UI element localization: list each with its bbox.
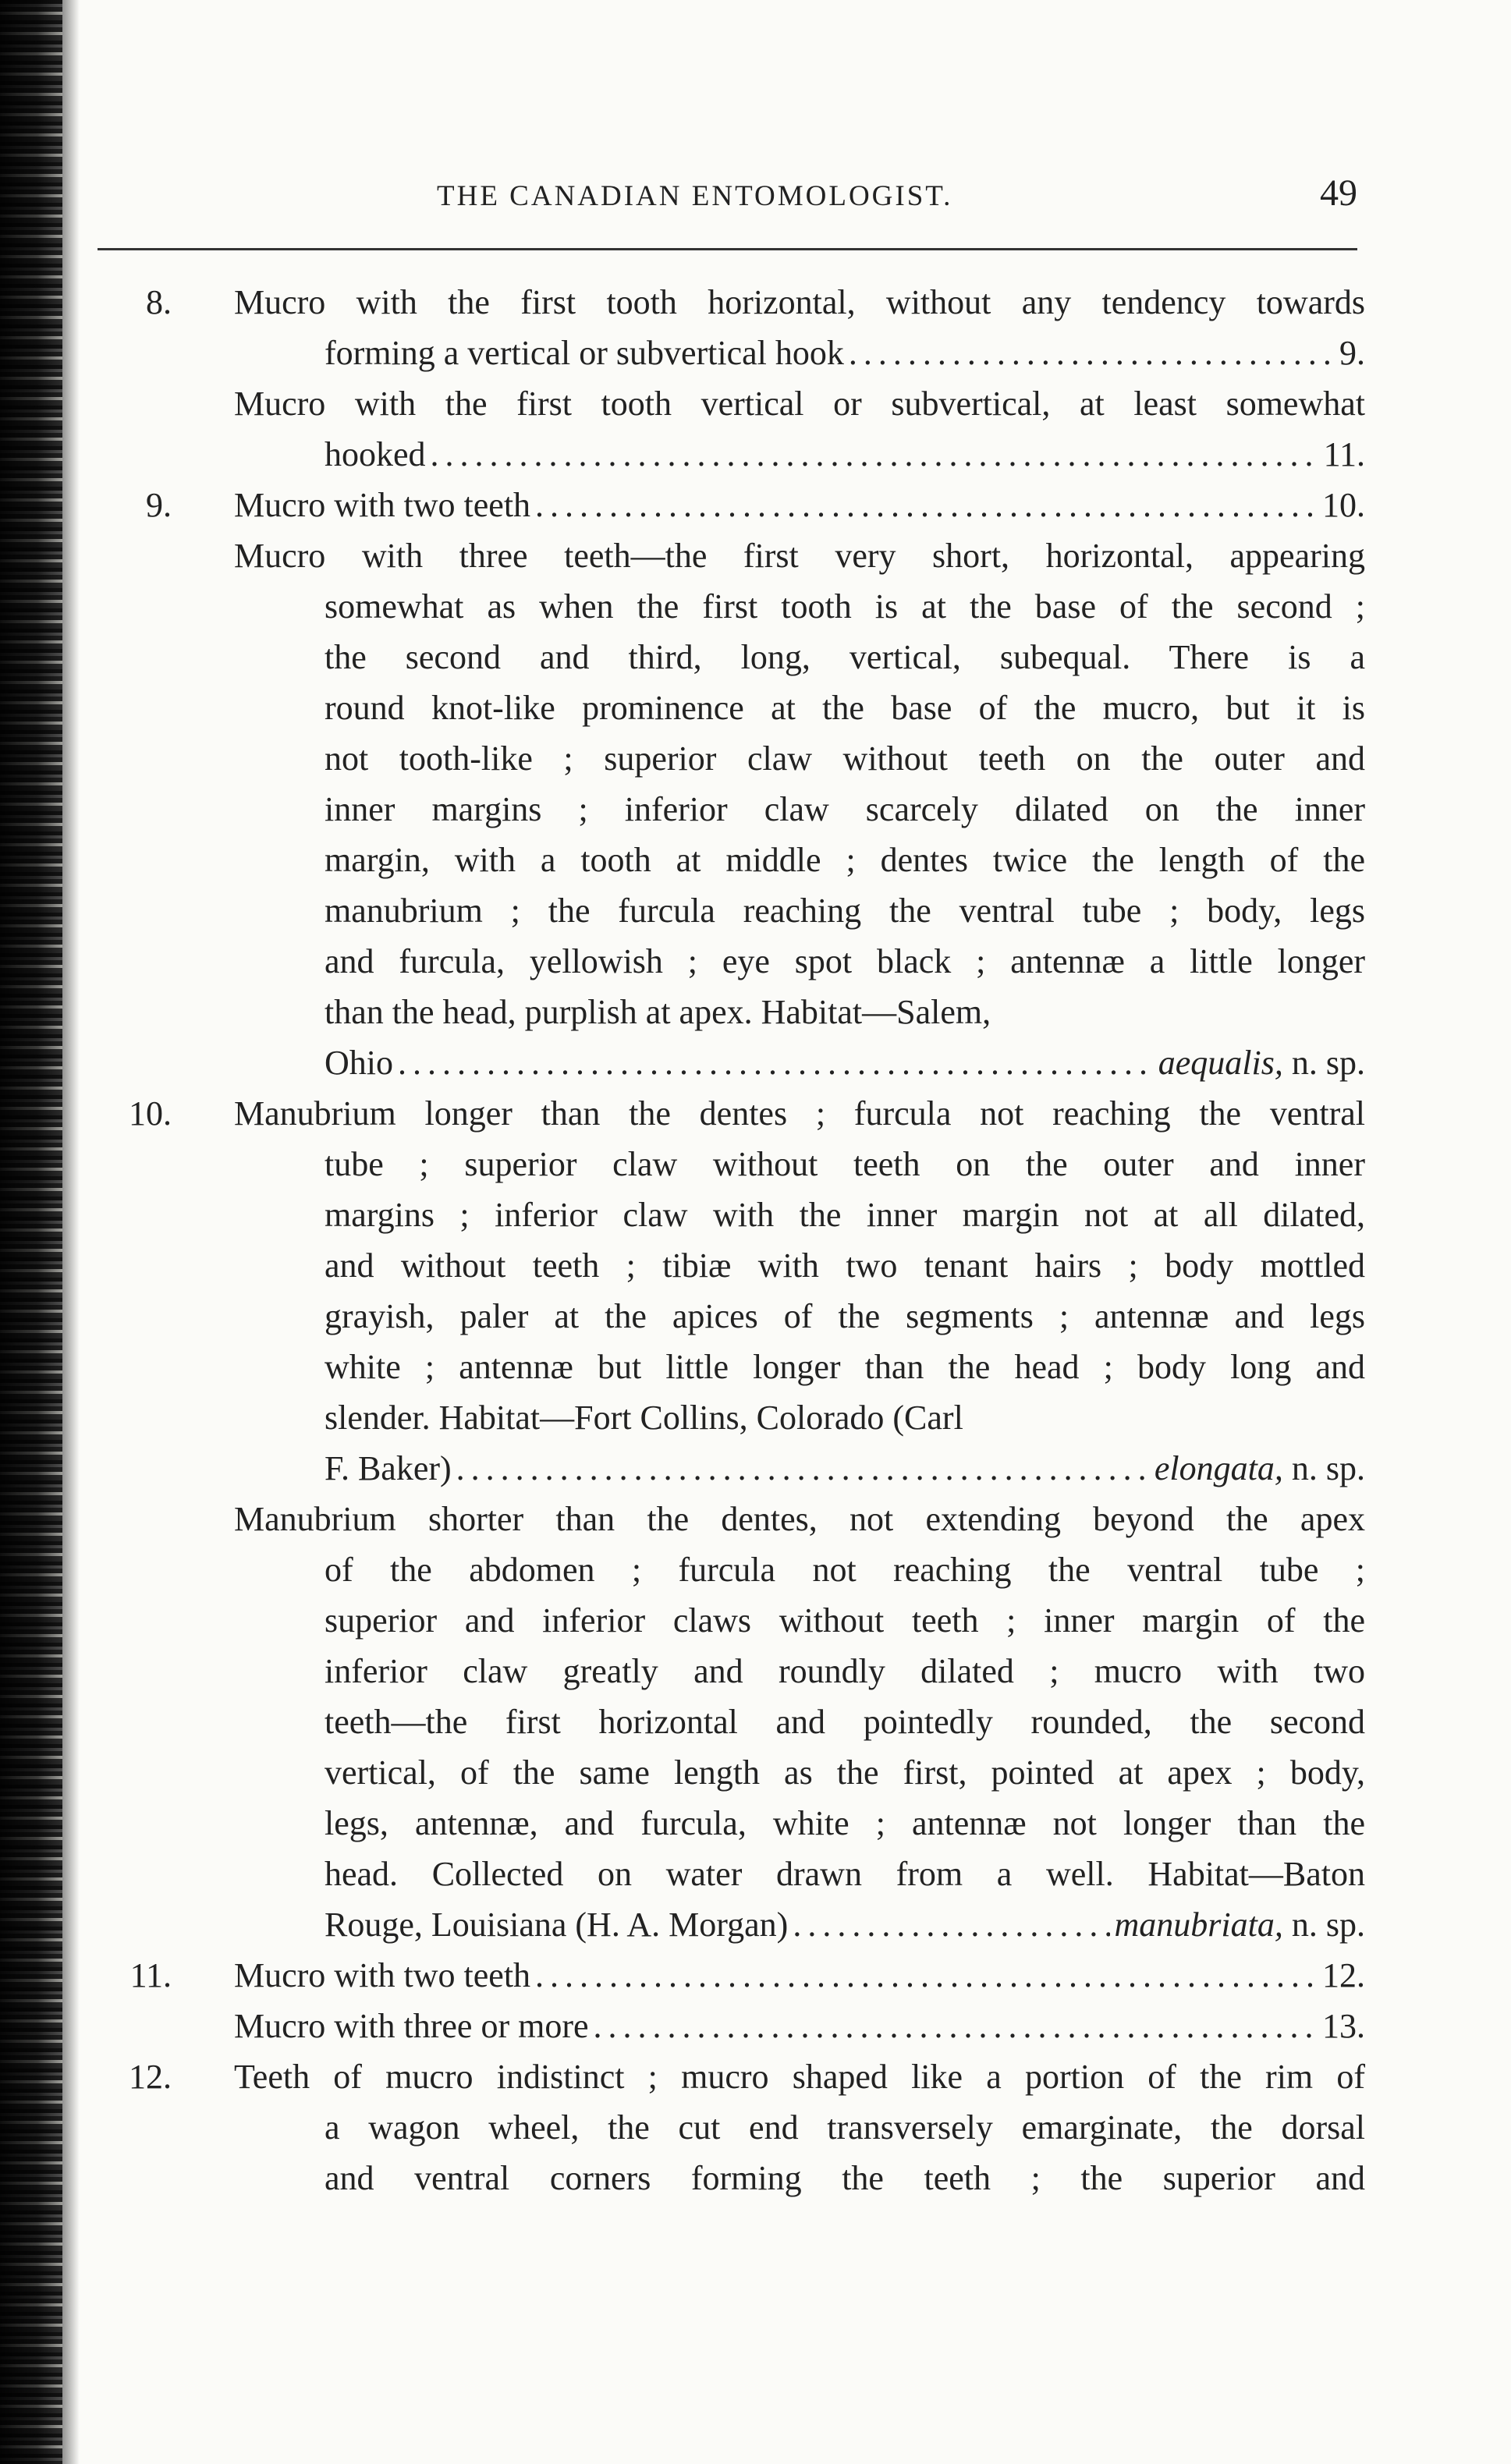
leader-text: Ohio [325, 1044, 393, 1082]
leader-line [234, 1950, 1365, 2001]
leader-text: Rouge, Louisiana (H. A. Morgan) [325, 1906, 789, 1944]
entry-line: not tooth-like ; superior claw without teeth on the outer and [325, 739, 1365, 778]
key-entry [234, 1494, 1365, 1950]
leader-line [325, 1443, 1365, 1494]
couplet-reference: 9. [1339, 334, 1365, 372]
leader-dots [456, 1443, 1150, 1494]
entry-line: white ; antennæ but little longer than the head ; body long and [325, 1348, 1365, 1386]
running-title: THE CANADIAN ENTOMOLOGIST. [437, 180, 953, 212]
entry-line: a wagon wheel, the cut end transversely emarginate, the dorsal [325, 2108, 1365, 2147]
page-header [437, 172, 1357, 218]
species-designation [1155, 1443, 1365, 1494]
leader-dots [793, 1899, 1109, 1950]
species-name: aequalis, [1158, 1044, 1283, 1082]
leader-line [234, 480, 1365, 530]
leader-line [325, 328, 1365, 378]
entry-line: teeth—the first horizontal and pointedly rounded, the second [325, 1703, 1365, 1741]
leader-line [325, 1037, 1365, 1088]
key-entry [129, 1088, 1365, 1494]
species-suffix: n. sp. [1282, 1906, 1365, 1944]
entry-line: of the abdomen ; furcula not reaching the ventral tube ; [325, 1551, 1365, 1589]
species-designation [1115, 1899, 1365, 1950]
species-suffix: n. sp. [1282, 1044, 1365, 1082]
leader-line [325, 429, 1365, 480]
leader-dots [849, 328, 1335, 378]
leader-dots [535, 480, 1318, 530]
couplet-number: 9. [146, 486, 172, 524]
entry-line: somewhat as when the first tooth is at the base of the second ; [325, 587, 1365, 626]
entry-line: grayish, paler at the apices of the segments ; antennæ and legs [325, 1297, 1365, 1335]
couplet-number: 10. [129, 1094, 172, 1133]
species-designation [1158, 1037, 1365, 1088]
entry-line: margins ; inferior claw with the inner margin not at all dilated, [325, 1196, 1365, 1234]
entry-line: Mucro with the first tooth horizontal, without any tendency towards [234, 283, 1365, 321]
leader-text: hooked [325, 435, 426, 473]
entry-line: than the head, purplish at apex. Habitat—Salem, [325, 993, 991, 1031]
entry-line: and without teeth ; tibiæ with two tenant hairs ; body mottled [325, 1246, 1365, 1285]
entry-line: Mucro with three teeth—the first very short, horizontal, appearing [234, 537, 1365, 575]
key-entry [146, 480, 1365, 530]
entry-line: Teeth of mucro indistinct ; mucro shaped like a portion of the rim of [234, 2058, 1365, 2096]
leader-text: Mucro with three or more [234, 2007, 589, 2045]
leader-dots [398, 1037, 1154, 1088]
leader-dots [594, 2001, 1318, 2051]
entry-line: margin, with a tooth at middle ; dentes twice the length of the [325, 841, 1365, 879]
entry-line: vertical, of the same length as the first, pointed at apex ; body, [325, 1753, 1365, 1792]
entry-line: superior and inferior claws without teeth ; inner margin of the [325, 1601, 1365, 1640]
key-entry [234, 2001, 1365, 2051]
leader-text: Mucro with two teeth [234, 1956, 531, 1994]
key-entry [234, 378, 1365, 480]
species-name: manubriata, [1114, 1906, 1283, 1944]
entry-line: tube ; superior claw without teeth on the outer and inner [325, 1145, 1365, 1183]
entry-line: manubrium ; the furcula reaching the ventral tube ; body, legs [325, 892, 1365, 930]
couplet-reference: 11. [1323, 435, 1365, 473]
entry-line: the second and third, long, vertical, subequal. There is a [325, 638, 1365, 676]
entry-line: Manubrium longer than the dentes ; furcula not reaching the ventral [234, 1094, 1365, 1133]
page-number: 49 [1320, 172, 1357, 214]
couplet-reference: 12. [1322, 1956, 1365, 1994]
leader-dots [535, 1950, 1318, 2001]
key-entry [129, 2051, 1365, 2203]
entry-line: slender. Habitat—Fort Collins, Colorado (Carl [325, 1399, 963, 1437]
entry-line: and ventral corners forming the teeth ; the superior and [325, 2159, 1365, 2197]
entry-line: inner margins ; inferior claw scarcely dilated on the inner [325, 790, 1365, 828]
entry-line: and furcula, yellowish ; eye spot black ; antennæ a little longer [325, 942, 1365, 980]
entry-line: Mucro with the first tooth vertical or subvertical, at least somewhat [234, 385, 1365, 423]
entry-line: round knot-like prominence at the base of the mucro, but it is [325, 689, 1365, 727]
entry-line: legs, antennæ, and furcula, white ; antennæ not longer than the [325, 1804, 1365, 1842]
key-entry [234, 530, 1365, 1088]
entry-line: head. Collected on water drawn from a well. Habitat—Baton [325, 1855, 1365, 1893]
species-suffix: n. sp. [1282, 1449, 1365, 1487]
leader-line [325, 1899, 1365, 1950]
leader-text: forming a vertical or subvertical hook [325, 334, 844, 372]
couplet-number: 8. [146, 283, 172, 321]
entry-line: Manubrium shorter than the dentes, not extending beyond the apex [234, 1500, 1365, 1538]
couplet-number: 11. [129, 1956, 172, 1994]
identification-key [0, 277, 1511, 2203]
couplet-reference: 13. [1322, 2007, 1365, 2045]
couplet-number: 12. [129, 2058, 172, 2096]
leader-line [234, 2001, 1365, 2051]
leader-text: Mucro with two teeth [234, 486, 531, 524]
key-entry [146, 277, 1365, 378]
species-name: elongata, [1154, 1449, 1283, 1487]
leader-dots [431, 429, 1319, 480]
couplet-reference: 10. [1322, 486, 1365, 524]
key-entry [129, 1950, 1365, 2001]
leader-text: F. Baker) [325, 1449, 452, 1487]
entry-line: inferior claw greatly and roundly dilated ; mucro with two [325, 1652, 1365, 1690]
header-rule [98, 248, 1357, 250]
